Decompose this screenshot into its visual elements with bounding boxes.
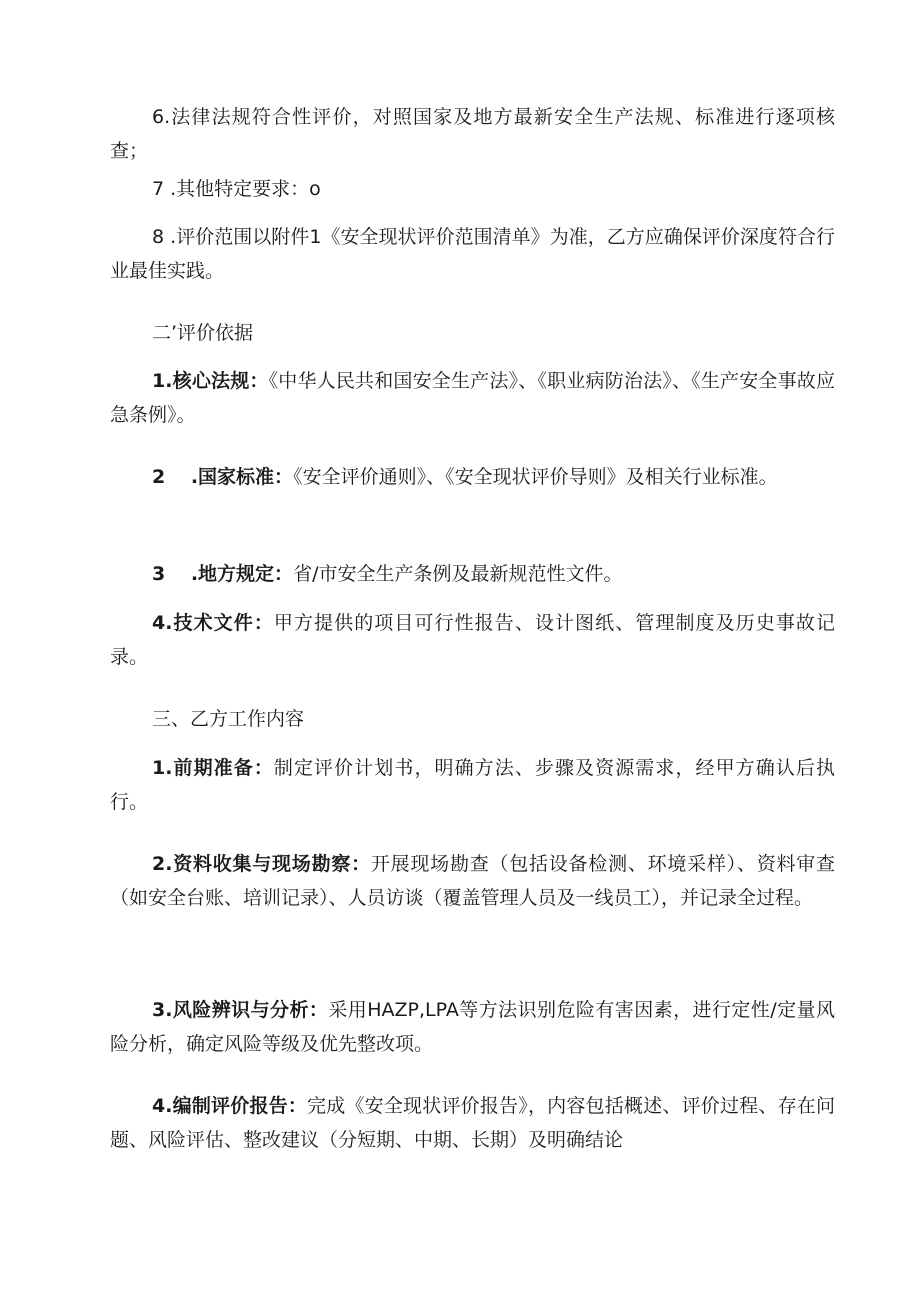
item-label: 3 .地方规定： (152, 563, 294, 585)
basis-item-1 (110, 364, 835, 432)
item-text: 制定评价计划书，明确方法、步骤及资源需求，经甲方确认后执行。 (110, 757, 835, 813)
section-heading-basis (152, 316, 253, 350)
item-text: 甲方提供的项目可行性报告、设计图纸、管理制度及历史事故记录。 (110, 612, 835, 668)
paragraph-item-8 (110, 220, 835, 288)
work-item-2 (110, 847, 835, 915)
item-text: 开展现场勘查（包括设备检测、环境采样）、资料审查（如安全台账、培训记录）、人员访谈（覆盖管理人员及一线员工），并记录全过程。 (110, 853, 835, 909)
paragraph-item-6 (110, 100, 835, 168)
item-text: 完成《安全现状评价报告》，内容包括概述、评价过程、存在问题、风险评估、整改建议（分短期、中期、长期）及明确结论 (110, 1095, 835, 1151)
section-title: 三、乙方工作内容 (152, 708, 305, 730)
item-label: 2.资料收集与现场勘察： (152, 853, 371, 875)
item-label: 4.技术文件： (152, 612, 274, 634)
work-item-1 (110, 751, 835, 819)
paragraph-text: 8 .评价范围以附件1《安全现状评价范围清单》为准，乙方应确保评价深度符合行业最佳实践。 (110, 226, 835, 282)
item-text: 采用HAZP,LPA等方法识别危险有害因素，进行定性/定量风险分析，确定风险等级及优先整改项。 (110, 999, 835, 1055)
basis-item-2 (110, 460, 835, 494)
basis-item-3 (110, 557, 835, 591)
item-label: 1.前期准备： (152, 757, 274, 779)
item-text: 《中华人民共和国安全生产法》、《职业病防治法》、《生产安全事故应急条例》。 (110, 370, 835, 426)
item-label: 4.编制评价报告： (152, 1095, 308, 1117)
item-label: 2 .国家标准： (152, 466, 294, 488)
paragraph-item-7 (110, 172, 835, 206)
work-item-3 (110, 993, 835, 1061)
item-label: 1.核心法规： (152, 370, 269, 392)
work-item-4 (110, 1089, 835, 1157)
item-text: 省/市安全生产条例及最新规范性文件。 (293, 563, 623, 585)
section-title: 二’评价依据 (152, 322, 254, 344)
item-text: 《安全评价通则》、《安全现状评价导则》及相关行业标准。 (293, 466, 778, 488)
section-heading-work (152, 702, 304, 736)
paragraph-text: 7 .其他特定要求：o (152, 178, 321, 200)
basis-item-4 (110, 606, 835, 674)
item-label: 3.风险辨识与分析： (152, 999, 329, 1021)
paragraph-text: 6.法律法规符合性评价，对照国家及地方最新安全生产法规、标准进行逐项核查； (110, 106, 835, 162)
